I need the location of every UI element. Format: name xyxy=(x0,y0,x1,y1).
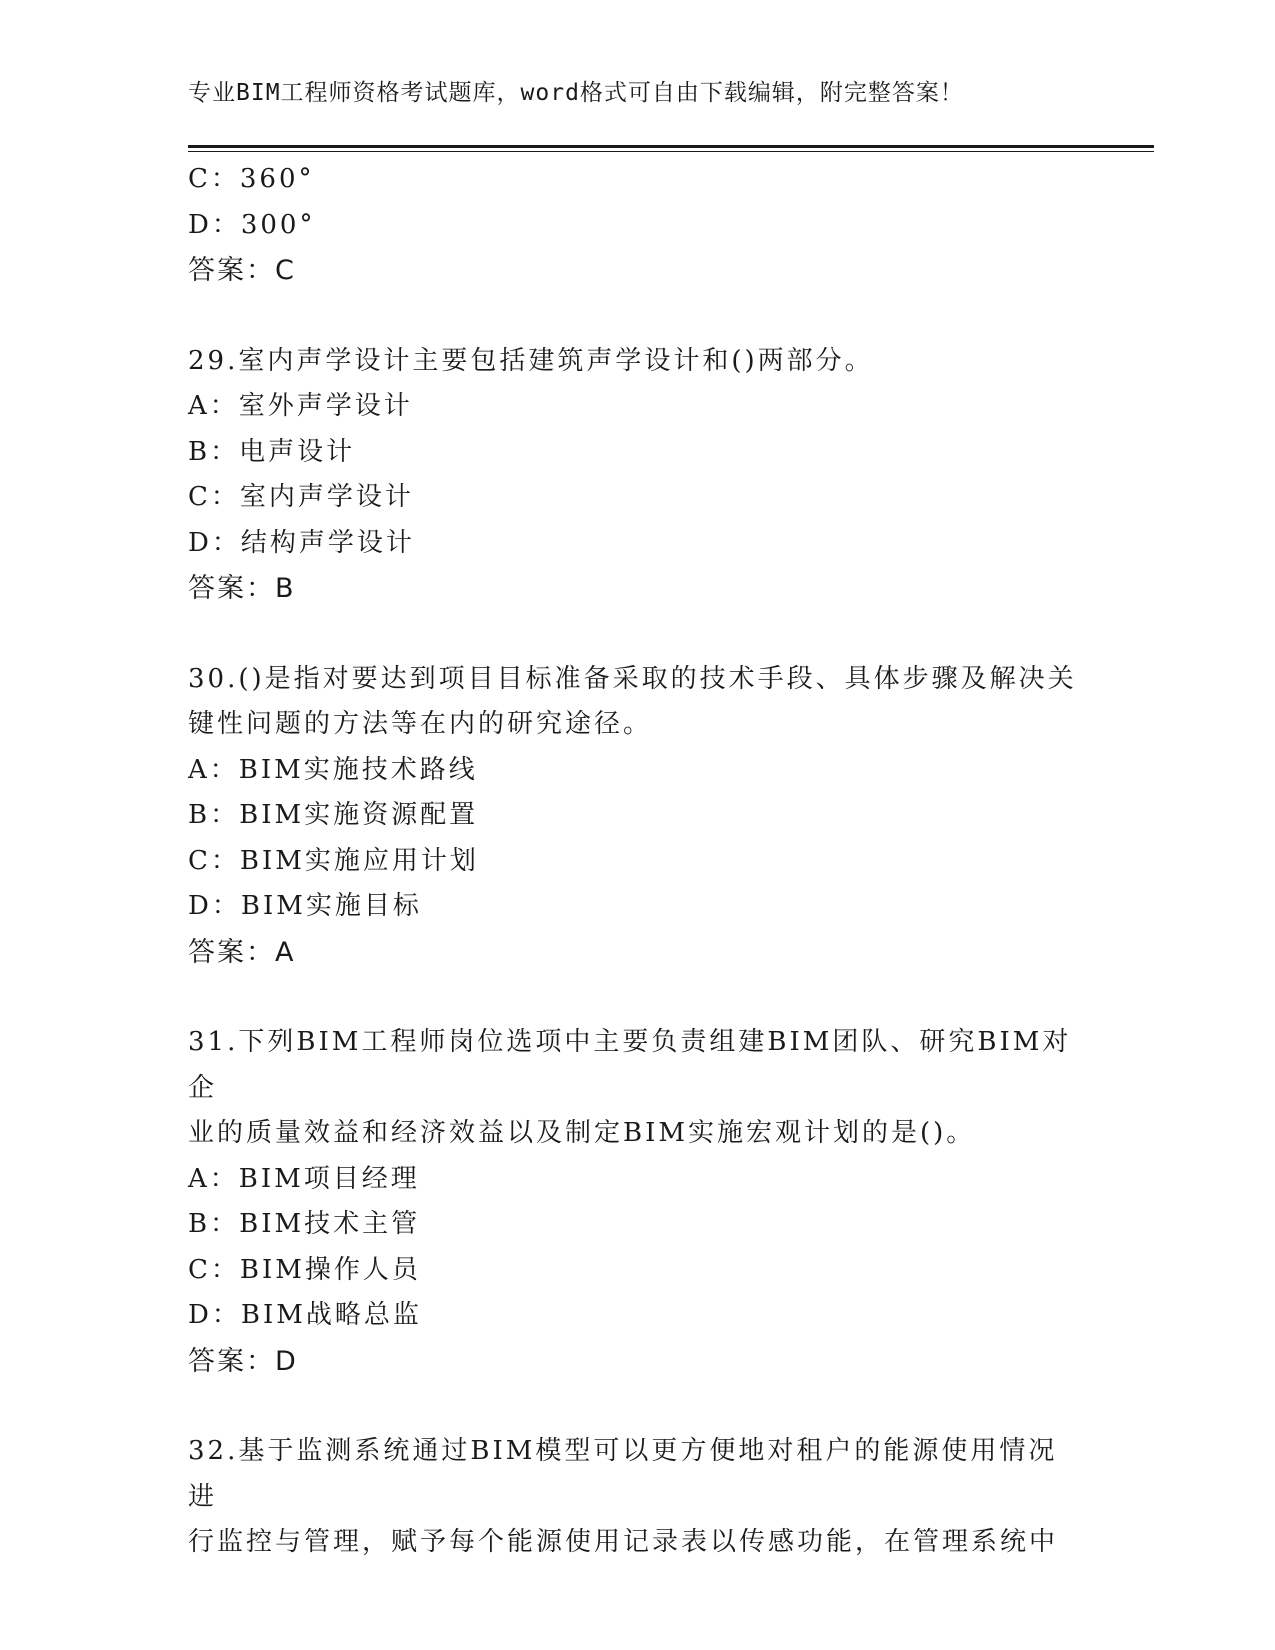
header-rule-thin xyxy=(188,151,1154,152)
answer: 答案：D xyxy=(188,1345,298,1377)
question-list xyxy=(188,157,1078,1566)
option-c: C：BIM实施应用计划 xyxy=(188,845,479,876)
question-stem-line-1: 31.下列BIM工程师岗位选项中主要负责组建BIM团队、研究BIM对企 xyxy=(188,1027,1072,1103)
option-d: D：结构声学设计 xyxy=(188,527,415,558)
option-c: C：360° xyxy=(188,164,315,194)
option-d: D：BIM战略总监 xyxy=(188,1300,422,1330)
option-b: B：BIM技术主管 xyxy=(188,1209,421,1239)
answer: 答案：C xyxy=(188,255,296,286)
question-30 xyxy=(188,657,1078,976)
question-stem-line-2: 业的质量效益和经济效益以及制定BIM实施宏观计划的是()。 xyxy=(188,1118,976,1148)
question-31 xyxy=(188,1020,1078,1384)
question-stem-line-2: 键性问题的方法等在内的研究途径。 xyxy=(188,709,653,739)
option-a: A：BIM项目经理 xyxy=(188,1163,420,1194)
page-header: 专业BIM工程师资格考试题库，word格式可自由下载编辑，附完整答案！ xyxy=(188,80,964,106)
option-a: A：室外声学设计 xyxy=(188,391,413,421)
option-c: C：室内声学设计 xyxy=(188,482,414,512)
option-c: C：BIM操作人员 xyxy=(188,1254,421,1285)
option-b: B：BIM实施资源配置 xyxy=(188,800,479,830)
header-rule-thick xyxy=(188,145,1154,148)
question-29 xyxy=(188,339,1078,612)
question-stem: 29.室内声学设计主要包括建筑声学设计和()两部分。 xyxy=(188,345,874,376)
option-d: D：BIM实施目标 xyxy=(188,891,422,921)
question-stem-line-2: 行监控与管理，赋予每个能源使用记录表以传感功能，在管理系统中 xyxy=(188,1527,1059,1557)
question-stem-line-1: 32.基于监测系统通过BIM模型可以更方便地对租户的能源使用情况进 xyxy=(188,1436,1058,1512)
option-d: D：300° xyxy=(188,209,316,240)
answer: 答案：A xyxy=(188,936,296,968)
option-b: B：电声设计 xyxy=(188,436,356,467)
question-stem-line-1: 30.()是指对要达到项目目标准备采取的技术手段、具体步骤及解决关 xyxy=(188,663,1077,694)
option-a: A：BIM实施技术路线 xyxy=(188,754,478,785)
answer: 答案：B xyxy=(188,573,296,604)
question-32 xyxy=(188,1429,1078,1566)
question-28-tail xyxy=(188,157,1078,294)
